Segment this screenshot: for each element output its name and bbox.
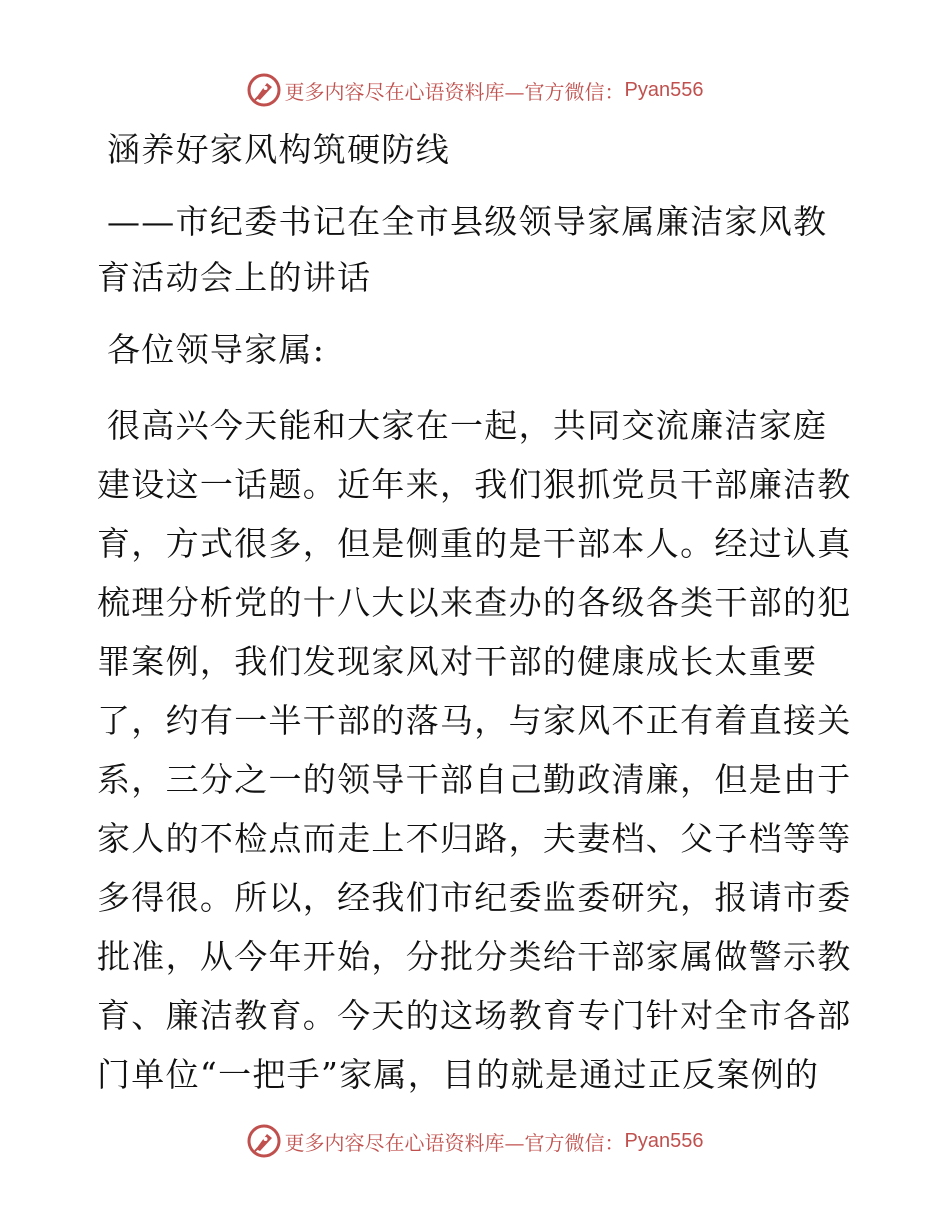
document-title: 涵养好家风构筑硬防线 [107, 130, 450, 169]
paragraph-line: 很高兴今天能和大家在一起，共同交流廉洁家庭 [107, 406, 828, 445]
watermark-text: 更多内容尽在心语资料库—官方微信： [284, 79, 625, 104]
pen-nib-logo-icon [247, 1124, 281, 1158]
paragraph-line: 建设这一话题。近年来，我们狠抓党员干部廉洁教 [97, 465, 852, 504]
paragraph-line: 罪案例，我们发现家风对干部的健康成长太重要 [97, 642, 818, 681]
footer-watermark [0, 1121, 950, 1161]
paragraph-line: 系，三分之一的领导干部自己勤政清廉，但是由于 [97, 760, 852, 799]
salutation: 各位领导家属: [107, 330, 326, 369]
paragraph-line: 了，约有一半干部的落马，与家风不正有着直接关 [97, 701, 852, 740]
paragraph-line: 育，方式很多，但是侧重的是干部本人。经过认真 [97, 524, 852, 563]
paragraph-line: 多得很。所以，经我们市纪委监委研究，报请市委 [97, 878, 852, 917]
header-watermark [0, 70, 950, 110]
pen-nib-logo-icon [247, 73, 281, 107]
paragraph-line: 育、廉洁教育。今天的这场教育专门针对全市各部 [97, 996, 852, 1035]
watermark-wechat-id: Pyan556 [624, 1129, 704, 1152]
paragraph-line: 门单位“一把手”家属，目的就是通过正反案例的 [97, 1055, 820, 1094]
watermark-text: 更多内容尽在心语资料库—官方微信： [284, 1130, 625, 1155]
paragraph-line: 批准，从今年开始，分批分类给干部家属做警示教 [97, 937, 852, 976]
watermark-wechat-id: Pyan556 [624, 78, 704, 101]
document-subtitle-line-2: 育活动会上的讲话 [97, 258, 372, 297]
paragraph-line: 家人的不检点而走上不归路，夫妻档、父子档等等 [97, 819, 852, 858]
document-subtitle-line-1: ——市纪委书记在全市县级领导家属廉洁家风教 [107, 202, 828, 241]
paragraph-line: 梳理分析党的十八大以来查办的各级各类干部的犯 [97, 583, 852, 622]
